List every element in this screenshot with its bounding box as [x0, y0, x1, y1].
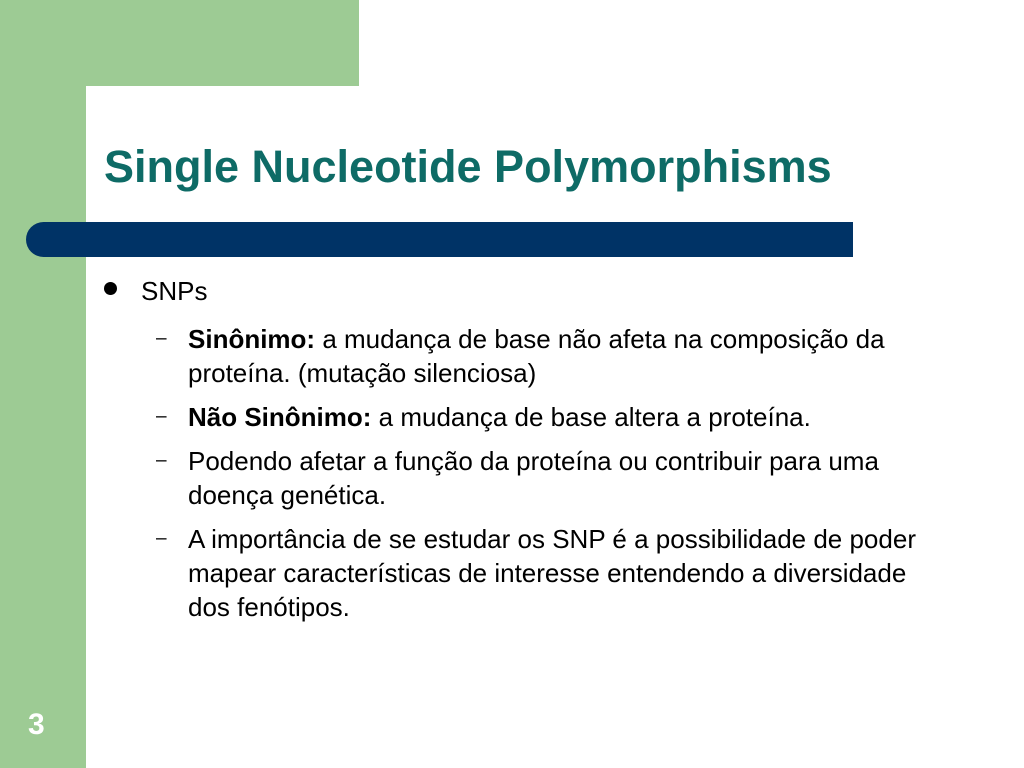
term-text: a mudança de base não afeta na composição da proteína. (mutação silenciosa)	[188, 324, 885, 388]
bullet-dot-icon	[104, 282, 117, 295]
side-panel	[0, 0, 86, 768]
sub-bullet-list	[156, 322, 936, 634]
item-text: A importância de se estudar os SNP é a possibilidade de poder mapear características de interesse entendendo a diversidade dos fenótipos.	[188, 524, 916, 622]
item-text: Podendo afetar a função da proteína ou contribuir para uma doença genética.	[188, 446, 879, 510]
sub-bullet-item	[156, 444, 936, 512]
slide-number: 3	[28, 708, 45, 741]
sub-bullet-item	[156, 400, 936, 434]
term-label: Sinônimo:	[188, 324, 316, 354]
top-panel	[0, 0, 359, 86]
dash-icon: –	[156, 528, 167, 549]
dash-icon: –	[156, 450, 167, 471]
term-text: a mudança de base altera a proteína.	[371, 402, 811, 432]
dash-icon: –	[156, 328, 167, 349]
bullet-label: SNPs	[141, 276, 208, 306]
bullet-item	[104, 276, 207, 307]
sub-bullet-item	[156, 322, 936, 390]
slide-title: Single Nucleotide Polymorphisms	[104, 141, 832, 192]
title-underline-bar	[26, 222, 853, 257]
term-label: Não Sinônimo:	[188, 402, 372, 432]
sub-bullet-item	[156, 522, 936, 624]
dash-icon: –	[156, 406, 167, 427]
